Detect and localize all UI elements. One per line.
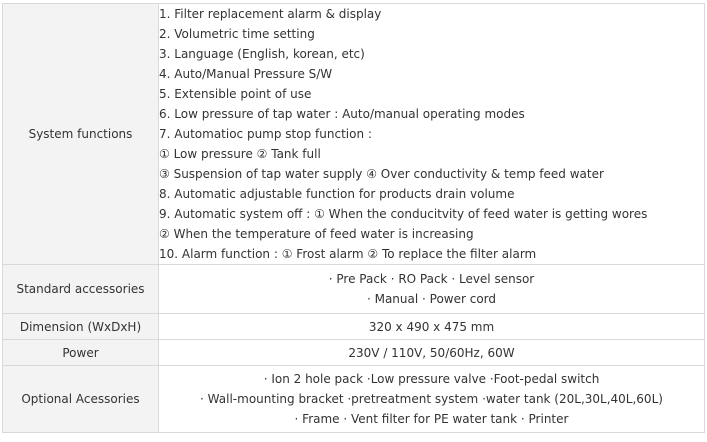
function-line: 5. Extensible point of use — [159, 87, 312, 101]
function-line: 9. Automatic system off : ① When the conducitvity of feed water is getting wores — [159, 207, 648, 221]
table-row-system-functions — [3, 4, 705, 265]
table-row-optional-accessories — [3, 366, 705, 433]
row-value — [159, 340, 705, 366]
function-line: ① Low pressure ② Tank full — [159, 147, 321, 161]
optional-line: · Frame · Vent filter for PE water tank · Printer — [294, 412, 569, 426]
table-row-standard-accessories — [3, 265, 705, 314]
row-label: Power — [3, 340, 159, 366]
function-line: 2. Volumetric time setting — [159, 27, 315, 41]
optional-line: · Ion 2 hole pack ·Low pressure valve ·Foot-pedal switch — [263, 372, 600, 386]
function-line: 3. Language (English, korean, etc) — [159, 47, 365, 61]
accessory-line: · Manual · Power cord — [366, 292, 497, 306]
row-value — [159, 265, 705, 314]
row-value — [159, 366, 705, 433]
table-row-dimension — [3, 314, 705, 340]
function-line: 7. Automatioc pump stop function : — [159, 127, 372, 141]
function-line: 6. Low pressure of tap water : Auto/manual operating modes — [159, 107, 525, 121]
function-line: ② When the temperature of feed water is increasing — [159, 227, 474, 241]
row-value — [159, 314, 705, 340]
function-line: 1. Filter replacement alarm & display — [159, 7, 382, 21]
table-row-power — [3, 340, 705, 366]
row-value — [159, 4, 705, 265]
function-line: 10. Alarm function : ① Frost alarm ② To replace the filter alarm — [159, 247, 537, 261]
function-line: 8. Automatic adjustable function for products drain volume — [159, 187, 515, 201]
row-label: System functions — [3, 4, 159, 265]
function-line: ③ Suspension of tap water supply ④ Over conductivity & temp feed water — [159, 167, 604, 181]
row-label: Standard accessories — [3, 265, 159, 314]
accessory-line: · Pre Pack · RO Pack · Level sensor — [328, 272, 535, 286]
function-line: 4. Auto/Manual Pressure S/W — [159, 67, 333, 81]
dimension-value: 320 x 490 x 475 mm — [368, 319, 495, 334]
optional-line: · Wall-mounting bracket ·pretreatment system ·water tank (20L,30L,40L,60L) — [200, 392, 663, 406]
row-label: Optional Acessories — [3, 366, 159, 433]
power-value: 230V / 110V, 50/60Hz, 60W — [348, 345, 515, 360]
row-label: Dimension (WxDxH) — [3, 314, 159, 340]
spec-table — [2, 3, 705, 433]
